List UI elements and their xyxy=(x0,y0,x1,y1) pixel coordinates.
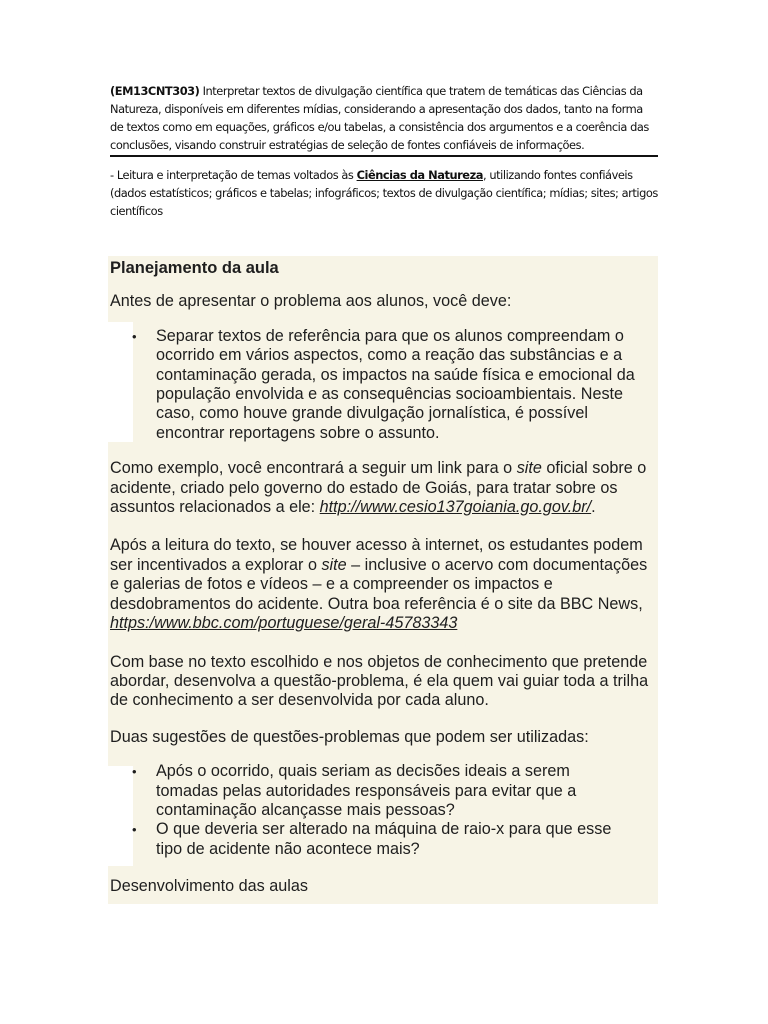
knowledge-objects xyxy=(110,166,658,220)
plan-content xyxy=(110,256,660,897)
question-1: Após o ocorrido, quais seriam as decisões ideais a serem tomadas pelas autoridades responsáveis para evitar que a contaminação alcançasse mais pessoas? xyxy=(156,762,577,819)
plan-title: Planejamento da aula xyxy=(110,259,279,277)
divider xyxy=(110,155,658,157)
example-paragraph xyxy=(110,459,650,517)
skill-description xyxy=(110,82,658,154)
header-block xyxy=(110,82,658,220)
example-text: oficial sobre o acidente, criado pelo governo do estado de Goiás, para tratar sobre os assuntos relacionados a ele: xyxy=(110,459,647,517)
skill-code: (EM13CNT303) xyxy=(110,84,200,98)
after-reading-paragraph xyxy=(110,536,650,633)
plan-intro: Antes de apresentar o problema aos alunos, você deve: xyxy=(110,292,512,311)
example-end: . xyxy=(591,498,596,517)
question-2: O que deveria ser alterado na máquina de raio-x para que esse tipo de acidente não acontece mais? xyxy=(156,820,612,858)
after-text: Após a leitura do texto, se houver acesso à internet, os estudantes podem ser incentivados a explorar o xyxy=(110,536,643,574)
skill-text: Interpretar textos de divulgação científica que tratem de temáticas das Ciências da Natureza, disponíveis em diferentes mídias, considerando a apresentação dos dados, tanto na forma de textos como em equações, gráficos e/ou tabelas, a consistência dos argumentos e a coerência das conclusões, visando construir estratégias de seleção de fontes confiáveis de informações. xyxy=(110,84,649,152)
example-text: Como exemplo, você encontrará a seguir um link para o xyxy=(110,459,517,478)
development-heading: Desenvolvimento das aulas xyxy=(110,877,308,896)
after-text: – inclusive o acervo com documentações e galerias de fotos e vídeos – e a compreender os impactos e desdobramentos do acidente. Outra boa referência é o site da BBC News, xyxy=(110,555,648,613)
list-item xyxy=(110,820,626,859)
site-word: site xyxy=(516,459,542,478)
suggestions-intro: Duas sugestões de questões-problemas que podem ser utilizadas: xyxy=(110,727,589,746)
bullet-icon: • xyxy=(132,764,137,780)
bbc-link[interactable]: https:/www.bbc.com/portuguese/geral-45783343 xyxy=(110,614,458,633)
base-paragraph: Com base no texto escolhido e nos objetos de conhecimento que pretende abordar, desenvolva a questão-problema, é ela quem vai guiar toda a trilha de conhecimento a ser desenvolvida por cada aluno. xyxy=(110,652,649,710)
bullet-text: Separar textos de referência para que os alunos compreendam o ocorrido em vários aspectos, como a reação das substâncias e a contaminação gerada, os impactos na saúde física e emocional da população envolvida e as consequências socioambientais. Neste caso, como houve grande divulgação jornalística, é possível encontrar reportagens sobre o assunto. xyxy=(156,326,635,442)
objects-link[interactable]: Ciências da Natureza xyxy=(356,168,484,182)
cesio-link[interactable]: http://www.cesio137goiania.go.gov.br/ xyxy=(319,498,592,517)
site-word: site xyxy=(321,555,347,574)
objects-suffix: , utilizando fontes confiáveis (dados estatísticos; gráficos e tabelas; infográficos; textos de divulgação científica; mídias; sites; artigos científicos xyxy=(110,168,658,218)
list-item xyxy=(110,762,626,820)
bullet-icon: • xyxy=(132,822,137,838)
bullet-icon: • xyxy=(132,328,137,344)
objects-prefix: - Leitura e interpretação de temas voltados às xyxy=(110,168,357,182)
list-item xyxy=(110,327,660,443)
